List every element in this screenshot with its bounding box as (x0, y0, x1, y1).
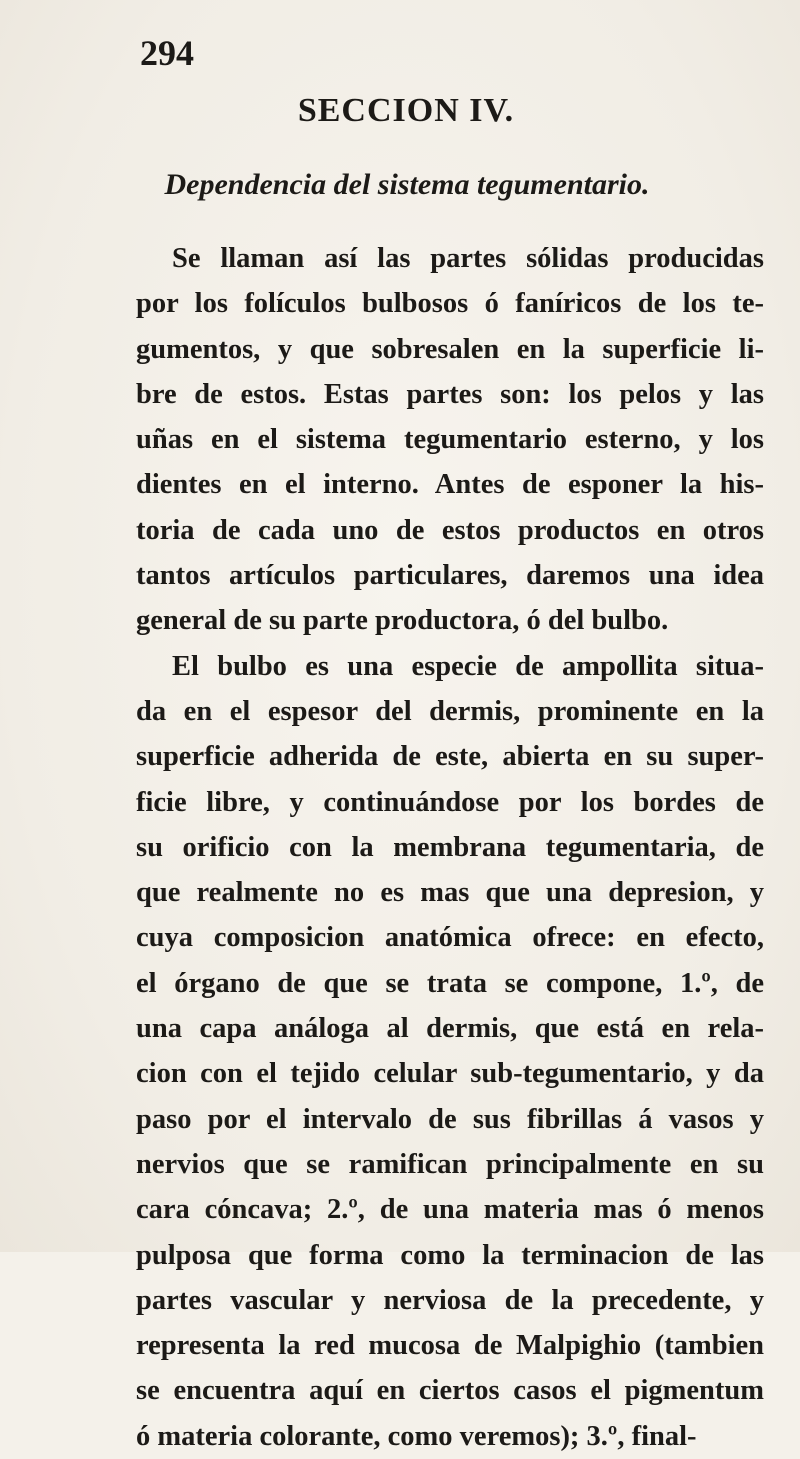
text-line: su orificio con la membrana tegumentaria, de (136, 831, 764, 863)
text-line: partes vascular y nerviosa de la precedente, y (136, 1284, 764, 1316)
text-line: bre de estos. Estas partes son: los pelos y las (136, 378, 764, 410)
text-line: cuya composicion anatómica ofrece: en efecto, (136, 922, 764, 954)
text-line: que realmente no es mas que una depresion, y (136, 877, 764, 909)
chapter-subtitle: Dependencia del sistema tegumentario. (164, 168, 650, 201)
text-line: dientes en el interno. Antes de esponer la his- (136, 469, 764, 501)
text-line: ficie libre, y continuándose por los bordes de (136, 786, 764, 818)
text-line: ó materia colorante, como veremos); 3.º, final- (136, 1420, 697, 1452)
text-line: nervios que se ramifican principalmente en su (136, 1148, 764, 1180)
text-line: cara cóncava; 2.º, de una materia mas ó menos (136, 1194, 764, 1226)
text-line: el órgano de que se trata se compone, 1.º, de (136, 967, 764, 999)
text-line: da en el espesor del dermis, prominente en la (136, 695, 764, 727)
page-number: 294 (140, 33, 194, 73)
text-line: paso por el intervalo de sus fibrillas á vasos y (136, 1103, 764, 1135)
text-line: cion con el tejido celular sub-tegumentario, y da (136, 1058, 764, 1090)
text-line: se encuentra aquí en ciertos casos el pigmentum (136, 1375, 764, 1407)
text-line: uñas en el sistema tegumentario esterno, y los (136, 424, 764, 456)
text-line: representa la red mucosa de Malpighio (tambien (136, 1330, 764, 1362)
text-line: toria de cada uno de estos productos en otros (136, 514, 764, 546)
text-line: gumentos, y que sobresalen en la superficie li- (136, 333, 764, 365)
text-line: general de su parte productora, ó del bulbo. (136, 605, 669, 637)
text-line: por los folículos bulbosos ó faníricos de los te- (136, 288, 764, 320)
section-title: SECCION IV. (297, 92, 515, 129)
text-line: pulposa que forma como la terminacion de las (136, 1239, 764, 1271)
text-line: superficie adherida de este, abierta en su super- (136, 741, 764, 773)
text-line: Se llaman así las partes sólidas producidas (172, 243, 764, 274)
text-line: El bulbo es una especie de ampollita situa- (172, 650, 764, 682)
text-line: tantos artículos particulares, daremos una idea (136, 560, 764, 592)
body-text (136, 236, 764, 1459)
text-line: una capa análoga al dermis, que está en rela- (136, 1013, 764, 1045)
